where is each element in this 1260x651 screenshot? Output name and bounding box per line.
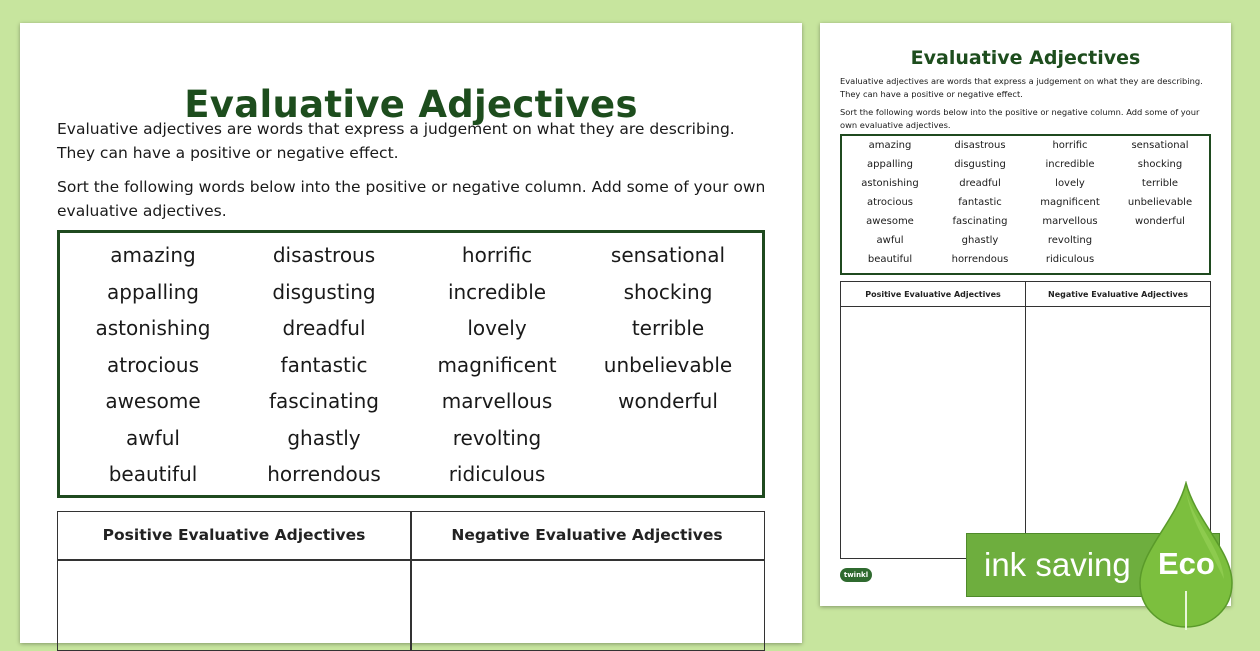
preview-positive-column-header: Positive Evaluative Adjectives — [865, 290, 1001, 299]
preview-word-bank-word: wonderful — [1135, 216, 1185, 227]
preview-word-bank-word: magnificent — [1040, 197, 1100, 208]
word-bank-word: amazing — [110, 243, 196, 267]
preview-title: Evaluative Adjectives — [910, 47, 1141, 69]
word-bank-word: atrocious — [106, 352, 200, 377]
preview-word-bank-word: terrible — [1141, 178, 1179, 189]
positive-column-header: Positive Evaluative Adjectives — [102, 526, 366, 544]
preview-word-bank-word: appalling — [867, 159, 913, 170]
word-bank-word: appalling — [107, 279, 199, 304]
word-bank-word: awesome — [105, 389, 201, 413]
word-bank-word: lovely — [467, 316, 527, 340]
word-bank-word: magnificent — [437, 352, 557, 377]
preview-word-bank-word: disgusting — [954, 159, 1006, 170]
preview-word-bank-word: atrocious — [866, 197, 914, 208]
header-divider — [58, 559, 764, 561]
word-bank-word: incredible — [447, 279, 547, 304]
preview-negative-column-header: Negative Evaluative Adjectives — [1048, 290, 1188, 299]
preview-word-bank-word: marvellous — [1042, 216, 1098, 227]
word-bank-word: dreadful — [282, 316, 366, 340]
preview-word-bank-word: horrific — [1052, 140, 1088, 151]
twinkl-logo: twinkl — [840, 568, 872, 582]
preview-word-bank-word: amazing — [868, 140, 912, 151]
word-bank-word: sensational — [610, 243, 726, 267]
eco-label: Eco — [1158, 546, 1215, 581]
preview-word-bank-word: dreadful — [959, 178, 1001, 189]
preview-word-bank-word: fascinating — [952, 216, 1008, 227]
word-bank-word: revolting — [452, 425, 542, 450]
word-bank-word: shocking — [623, 279, 713, 304]
preview-word-bank-word: revolting — [1047, 235, 1093, 246]
word-bank-word: ghastly — [287, 425, 361, 450]
preview-word-bank-word: horrendous — [951, 254, 1009, 265]
word-bank-word: awful — [126, 425, 180, 450]
word-bank-word: terrible — [631, 316, 705, 340]
worksheet-page — [20, 23, 802, 643]
preview-word-bank-word: awesome — [866, 216, 914, 227]
preview-instructions-paragraph: Sort the following words below into the positive or negative column. Add some of your own evaluative adjectives. — [840, 107, 1200, 130]
preview-word-bank-word: astonishing — [861, 178, 919, 189]
instructions-paragraph: Sort the following words below into the positive or negative column. Add some of your own evaluative adjectives. — [57, 178, 766, 220]
word-bank-word: wonderful — [618, 389, 718, 413]
preview-word-bank-word: lovely — [1055, 178, 1085, 189]
word-bank-word: horrific — [461, 243, 533, 267]
preview-word-bank — [840, 134, 1211, 275]
word-bank-word: astonishing — [95, 316, 211, 340]
preview-word-bank-word: ghastly — [961, 235, 999, 246]
preview-word-bank-word: unbelievable — [1127, 197, 1193, 208]
worksheet-title: Evaluative Adjectives — [184, 83, 638, 126]
preview-word-bank-word: sensational — [1131, 140, 1189, 151]
preview-word-bank-word: ridiculous — [1045, 254, 1095, 265]
word-bank-word: fascinating — [269, 389, 379, 413]
word-bank-word: fantastic — [280, 352, 368, 377]
preview-word-bank-word: shocking — [1137, 159, 1183, 170]
sorting-table — [57, 511, 765, 651]
preview-word-bank-word: fantastic — [958, 197, 1002, 208]
word-bank-word: horrendous — [267, 462, 381, 486]
word-bank-word: unbelievable — [603, 352, 733, 377]
preview-column-divider — [1025, 282, 1026, 558]
word-bank-word: marvellous — [441, 389, 553, 413]
intro-paragraph: Evaluative adjectives are words that express a judgement on what they are describing. They can have a positive or negative effect. — [57, 120, 735, 162]
word-bank-word: disgusting — [272, 279, 376, 304]
word-bank — [57, 230, 765, 498]
preview-word-bank-word: beautiful — [867, 254, 913, 265]
word-bank-word: disastrous — [272, 243, 376, 267]
preview-intro-paragraph: Evaluative adjectives are words that express a judgement on what they are describing. They can have a positive or negative effect. — [840, 76, 1203, 99]
negative-column-header: Negative Evaluative Adjectives — [451, 526, 723, 544]
preview-word-bank-word: awful — [876, 235, 904, 246]
preview-word-bank-word: disastrous — [954, 140, 1006, 151]
word-bank-word: beautiful — [108, 462, 198, 486]
ink-saving-text: ink saving — [984, 546, 1131, 583]
word-bank-word: ridiculous — [448, 462, 546, 486]
preview-word-bank-word: incredible — [1045, 159, 1095, 170]
